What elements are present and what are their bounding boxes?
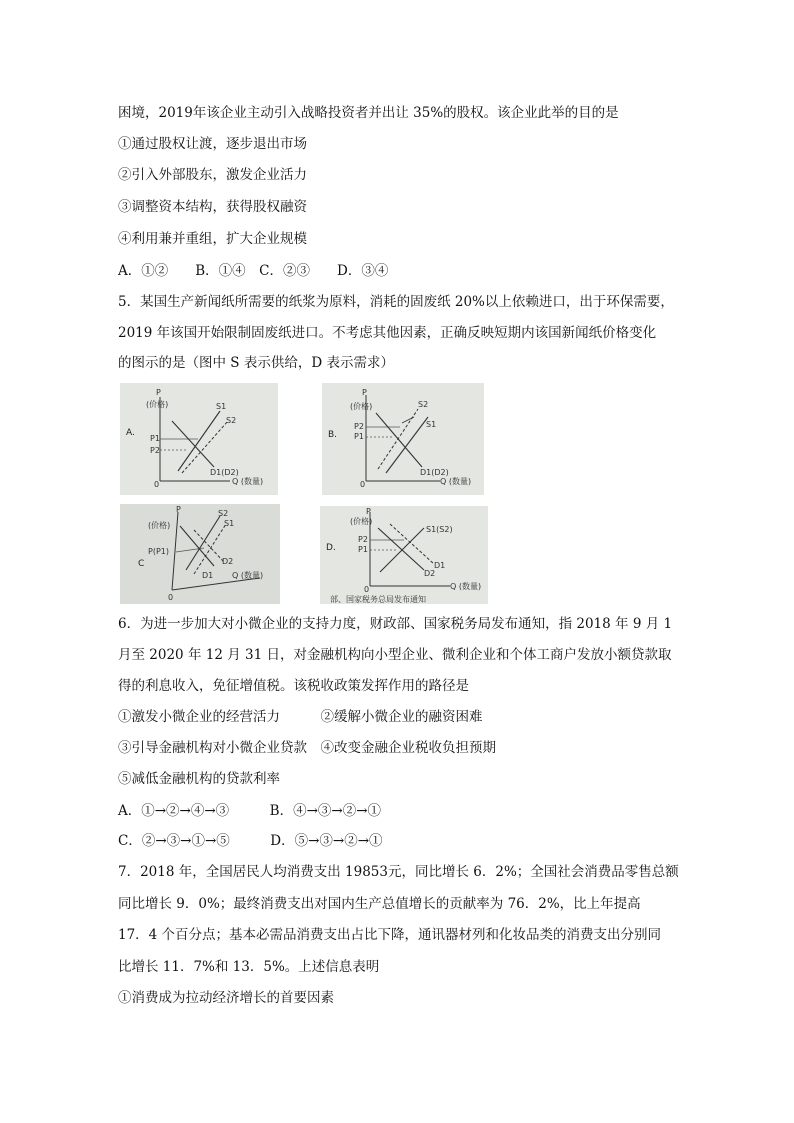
q-axis-label: Q (数量): [450, 582, 482, 591]
s1-label: S1: [426, 420, 437, 429]
s1-label: S1: [224, 519, 235, 528]
question-6-line-3: 得的利息收入，免征增值税。该税收政策发挥作用的路径是: [118, 678, 469, 694]
s-label: S1(S2): [426, 525, 453, 534]
origin-label: 0: [154, 480, 160, 489]
question-5-line-3: 的图示的是（图中 S 表示供给，D 表示需求）: [118, 355, 394, 371]
p2-label: P2: [354, 422, 364, 431]
price-label: (价格): [350, 517, 373, 526]
p1-label: P1: [358, 545, 368, 554]
option-c-label: C: [138, 559, 145, 569]
d-label: D1(D2): [420, 468, 449, 477]
s2-label: S2: [218, 509, 229, 518]
p1-label: P1: [354, 432, 364, 441]
option-2: ②引入外部股东，激发企业活力: [118, 167, 307, 183]
question-7-line-4: 比增长 11．7%和 13．5%。上述信息表明: [118, 959, 380, 975]
question-7-line-2: 同比增长 9．0%；最终消费支出对国内生产总值增长的贡献率为 76．2%，比上年提高: [118, 896, 641, 912]
origin-label: 0: [168, 593, 174, 602]
question-7-line-3: 17．4 个百分点；基本必需品消费支出占比下降，通讯器材列和化妆品类的消费支出分别同: [118, 927, 662, 943]
figure-d: [320, 506, 488, 604]
p-axis-label: P: [366, 507, 371, 516]
option-a-label: A.: [126, 428, 135, 438]
origin-label: 0: [364, 585, 370, 594]
price-label: (价格): [148, 521, 171, 530]
q-axis-label: Q (数量): [440, 477, 472, 486]
p-label: P(P1): [148, 547, 169, 556]
question-5-line-2: 2019 年该国开始限制固废纸进口。不考虑其他因素，正确反映短期内该国新闻纸价格变化: [118, 325, 657, 341]
option-row-1: ①激发小微企业的经营活力 ②缓解小微企业的融资困难: [118, 709, 483, 725]
answer-choices-cd: C．②→③→①→⑤ D．⑤→③→②→①: [118, 833, 383, 849]
figure-caption: 部、国家税务总局发布通知: [330, 595, 426, 604]
figure-c: [120, 504, 280, 604]
p-axis-label: P: [156, 388, 161, 397]
d2-label: D2: [222, 557, 234, 566]
q-axis-label: Q (数量): [232, 477, 264, 486]
answer-choices-ab: A．①→②→④→③ B．④→③→②→①: [118, 803, 382, 819]
p-axis-label: P: [362, 388, 367, 397]
option-4: ④利用兼并重组，扩大企业规模: [118, 231, 307, 247]
figure-a: [120, 383, 278, 495]
answer-choices: A．①② B．①④ C．②③ D．③④: [118, 263, 389, 279]
question-6-line-2: 月至 2020 年 12 月 31 日，对金融机构向小型企业、微利企业和个体工商户发放小额贷款取: [118, 647, 672, 663]
option-row-2: ③引导金融机构对小微企业贷款 ④改变金融企业税收负担预期: [118, 740, 496, 756]
question-6-line-1: 6．为进一步加大对小微企业的支持力度，财政部、国家税务局发布通知，指 2018 年 9 月 1: [118, 616, 673, 632]
option-7-1: ①消费成为拉动经济增长的首要因素: [118, 990, 334, 1006]
p2-label: P2: [358, 535, 368, 544]
price-label: (价格): [146, 400, 169, 409]
option-3: ③调整资本结构，获得股权融资: [118, 199, 307, 215]
price-label: (价格): [350, 402, 373, 411]
question-7-line-1: 7．2018 年，全国居民人均消费支出 19853元，同比增长 6．2%；全国社会消费品零售总额: [118, 864, 679, 880]
option-1: ①通过股权让渡，逐步退出市场: [118, 136, 307, 152]
s1-label: S1: [216, 402, 227, 411]
d2-label: D2: [424, 569, 436, 578]
p-axis-label: P: [176, 505, 181, 514]
p1-label: P1: [150, 434, 160, 443]
option-5: ⑤减低金融机构的贷款利率: [118, 771, 280, 787]
s2-label: S2: [418, 400, 429, 409]
d1-label: D1: [202, 571, 214, 580]
s2-label: S2: [226, 416, 237, 425]
q-axis-label: Q (数量): [232, 571, 264, 580]
d1-label: D1: [434, 561, 446, 570]
option-b-label: B.: [328, 430, 338, 440]
figure-b: [322, 383, 484, 495]
question-5-line-1: 5．某国生产新闻纸所需要的纸浆为原料，消耗的固废纸 20%以上依赖进口，出于环保需要，: [118, 294, 674, 310]
origin-label: 0: [360, 480, 366, 489]
text-line: 困境，2019年该企业主动引入战略投资者并出让 35%的股权。该企业此举的目的是: [118, 105, 619, 121]
p2-label: P2: [150, 446, 160, 455]
d-label: D1(D2): [210, 468, 239, 477]
option-d-label: D.: [326, 543, 336, 553]
